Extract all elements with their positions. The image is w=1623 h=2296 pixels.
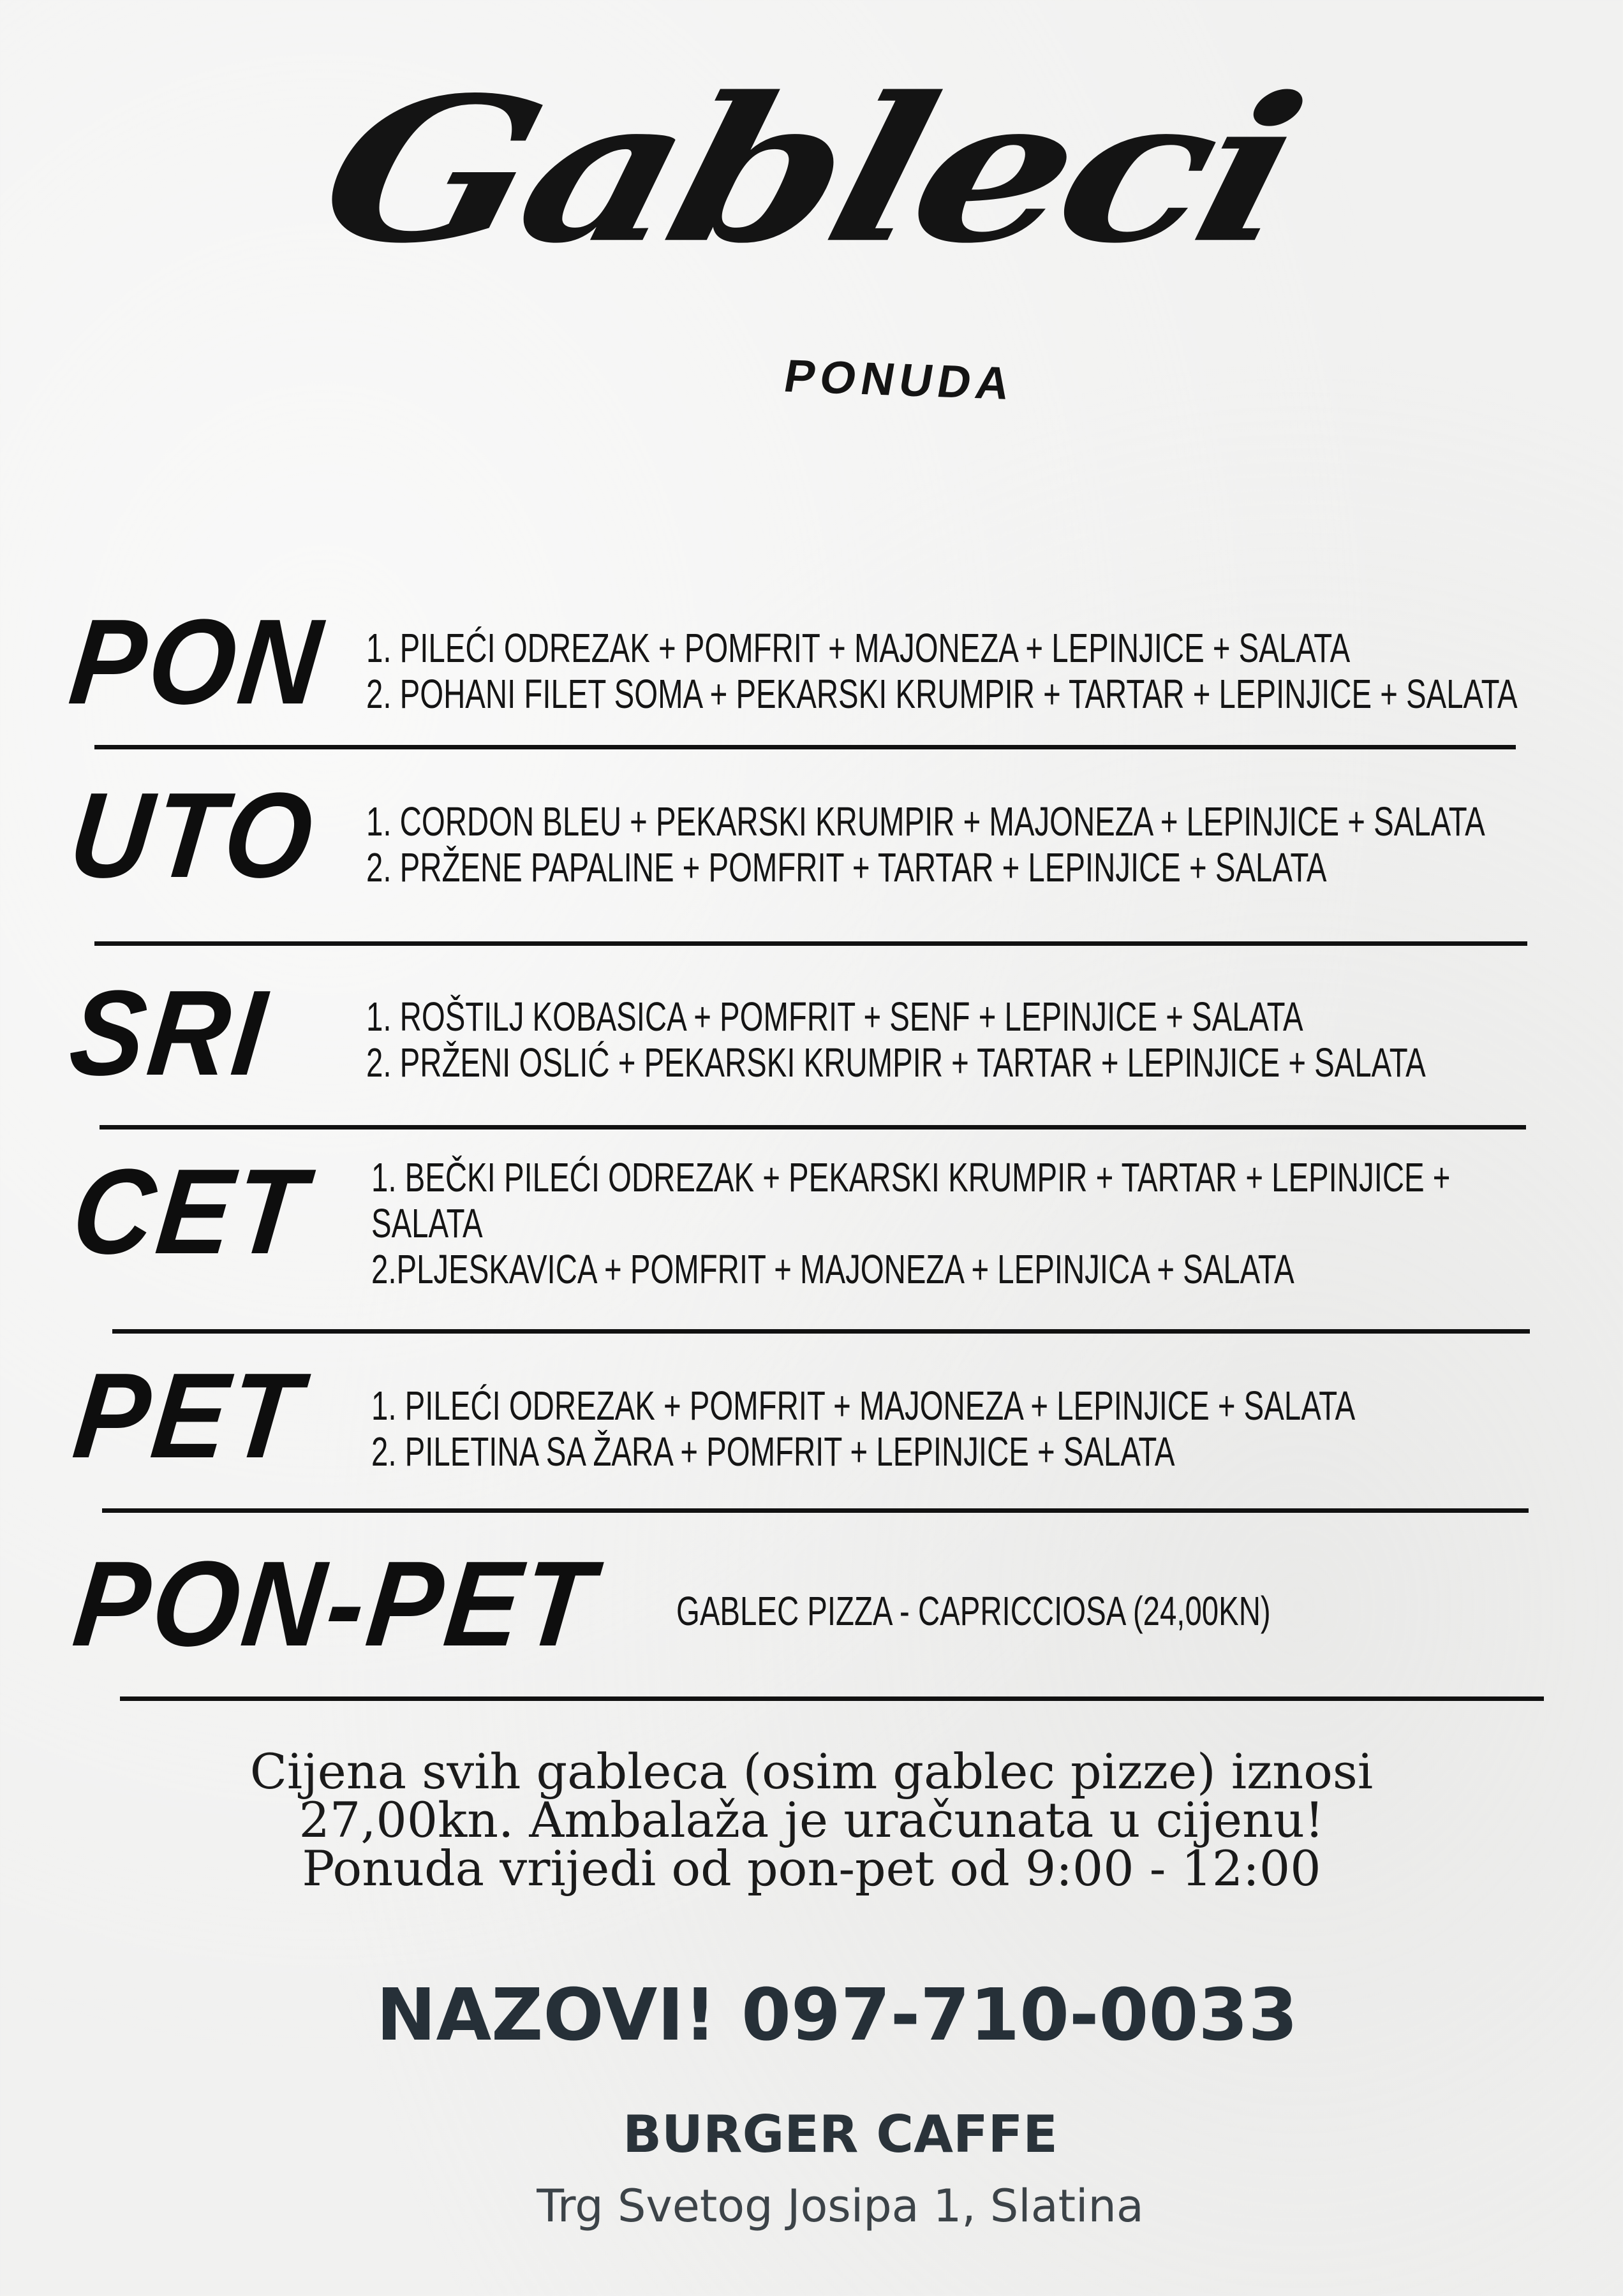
menu-items-cet xyxy=(371,1154,1450,1292)
divider xyxy=(94,745,1516,749)
menu-item: 1. CORDON BLEU + PEKARSKI KRUMPIR + MAJONEZA + LEPINJICE + SALATA xyxy=(366,798,1485,844)
price-note xyxy=(191,1743,1432,1897)
logo xyxy=(300,35,1317,410)
menu-item: 2. PILETINA SA ŽARA + POMFRIT + LEPINJICE + SALATA xyxy=(371,1429,1175,1475)
menu-items-uto xyxy=(366,798,1485,890)
price-note-line: Ponuda vrijedi od pon-pet od 9:00 - 12:00 xyxy=(302,1840,1321,1897)
business-name: BURGER CAFFE xyxy=(623,2105,1058,2164)
menu-item: GABLEC PIZZA - CAPRICCIOSA (24,00KN) xyxy=(676,1588,1271,1634)
divider xyxy=(100,1125,1526,1130)
day-label-sri: SRI xyxy=(64,966,275,1101)
phone-call-to-action[interactable]: NAZOVI! 097-710-0033 xyxy=(376,1974,1298,2057)
divider xyxy=(94,941,1527,946)
menu-item: 1. PILEĆI ODREZAK + POMFRIT + MAJONEZA + LEPINJICE + SALATA xyxy=(371,1383,1356,1429)
day-label-pon-pet: PON-PET xyxy=(68,1536,603,1672)
day-label-pet: PET xyxy=(68,1348,310,1483)
day-label-uto: UTO xyxy=(64,768,323,903)
menu-item: SALATA xyxy=(371,1200,483,1246)
day-label-pon: PON xyxy=(64,594,330,730)
menu-items-pet xyxy=(371,1383,1355,1475)
divider xyxy=(112,1329,1530,1334)
day-label-cet: CET xyxy=(66,1144,315,1279)
business-address: Trg Svetog Josipa 1, Slatina xyxy=(537,2180,1144,2232)
menu-item: 1. BEČKI PILEĆI ODREZAK + PEKARSKI KRUMPIR + TARTAR + LEPINJICE + xyxy=(371,1154,1451,1200)
menu-item: 1. PILEĆI ODREZAK + POMFRIT + MAJONEZA + LEPINJICE + SALATA xyxy=(366,625,1351,671)
menu-item: 1. ROŠTILJ KOBASICA + POMFRIT + SENF + LEPINJICE + SALATA xyxy=(366,994,1303,1040)
menu-item: 2. PRŽENE PAPALINE + POMFRIT + TARTAR + LEPINJICE + SALATA xyxy=(366,844,1327,890)
menu-item: 2. PRŽENI OSLIĆ + PEKARSKI KRUMPIR + TARTAR + LEPINJICE + SALATA xyxy=(366,1040,1426,1085)
logo-title: Gableci xyxy=(300,53,1317,288)
logo-subtitle: PONUDA xyxy=(780,350,1019,410)
menu-item: 2. POHANI FILET SOMA + PEKARSKI KRUMPIR + TARTAR + LEPINJICE + SALATA xyxy=(366,671,1518,717)
menu-items-pon xyxy=(366,625,1518,717)
price-note-line: Cijena svih gableca (osim gablec pizze) iznosi xyxy=(249,1743,1374,1800)
divider xyxy=(120,1696,1544,1701)
price-note-line: 27,00kn. Ambalaža je uračunata u cijenu! xyxy=(299,1792,1324,1848)
menu-items-pon-pet xyxy=(676,1588,1271,1634)
menu-items-sri xyxy=(366,994,1426,1085)
divider xyxy=(102,1508,1529,1513)
menu-item: 2.PLJESKAVICA + POMFRIT + MAJONEZA + LEPINJICA + SALATA xyxy=(371,1246,1294,1292)
